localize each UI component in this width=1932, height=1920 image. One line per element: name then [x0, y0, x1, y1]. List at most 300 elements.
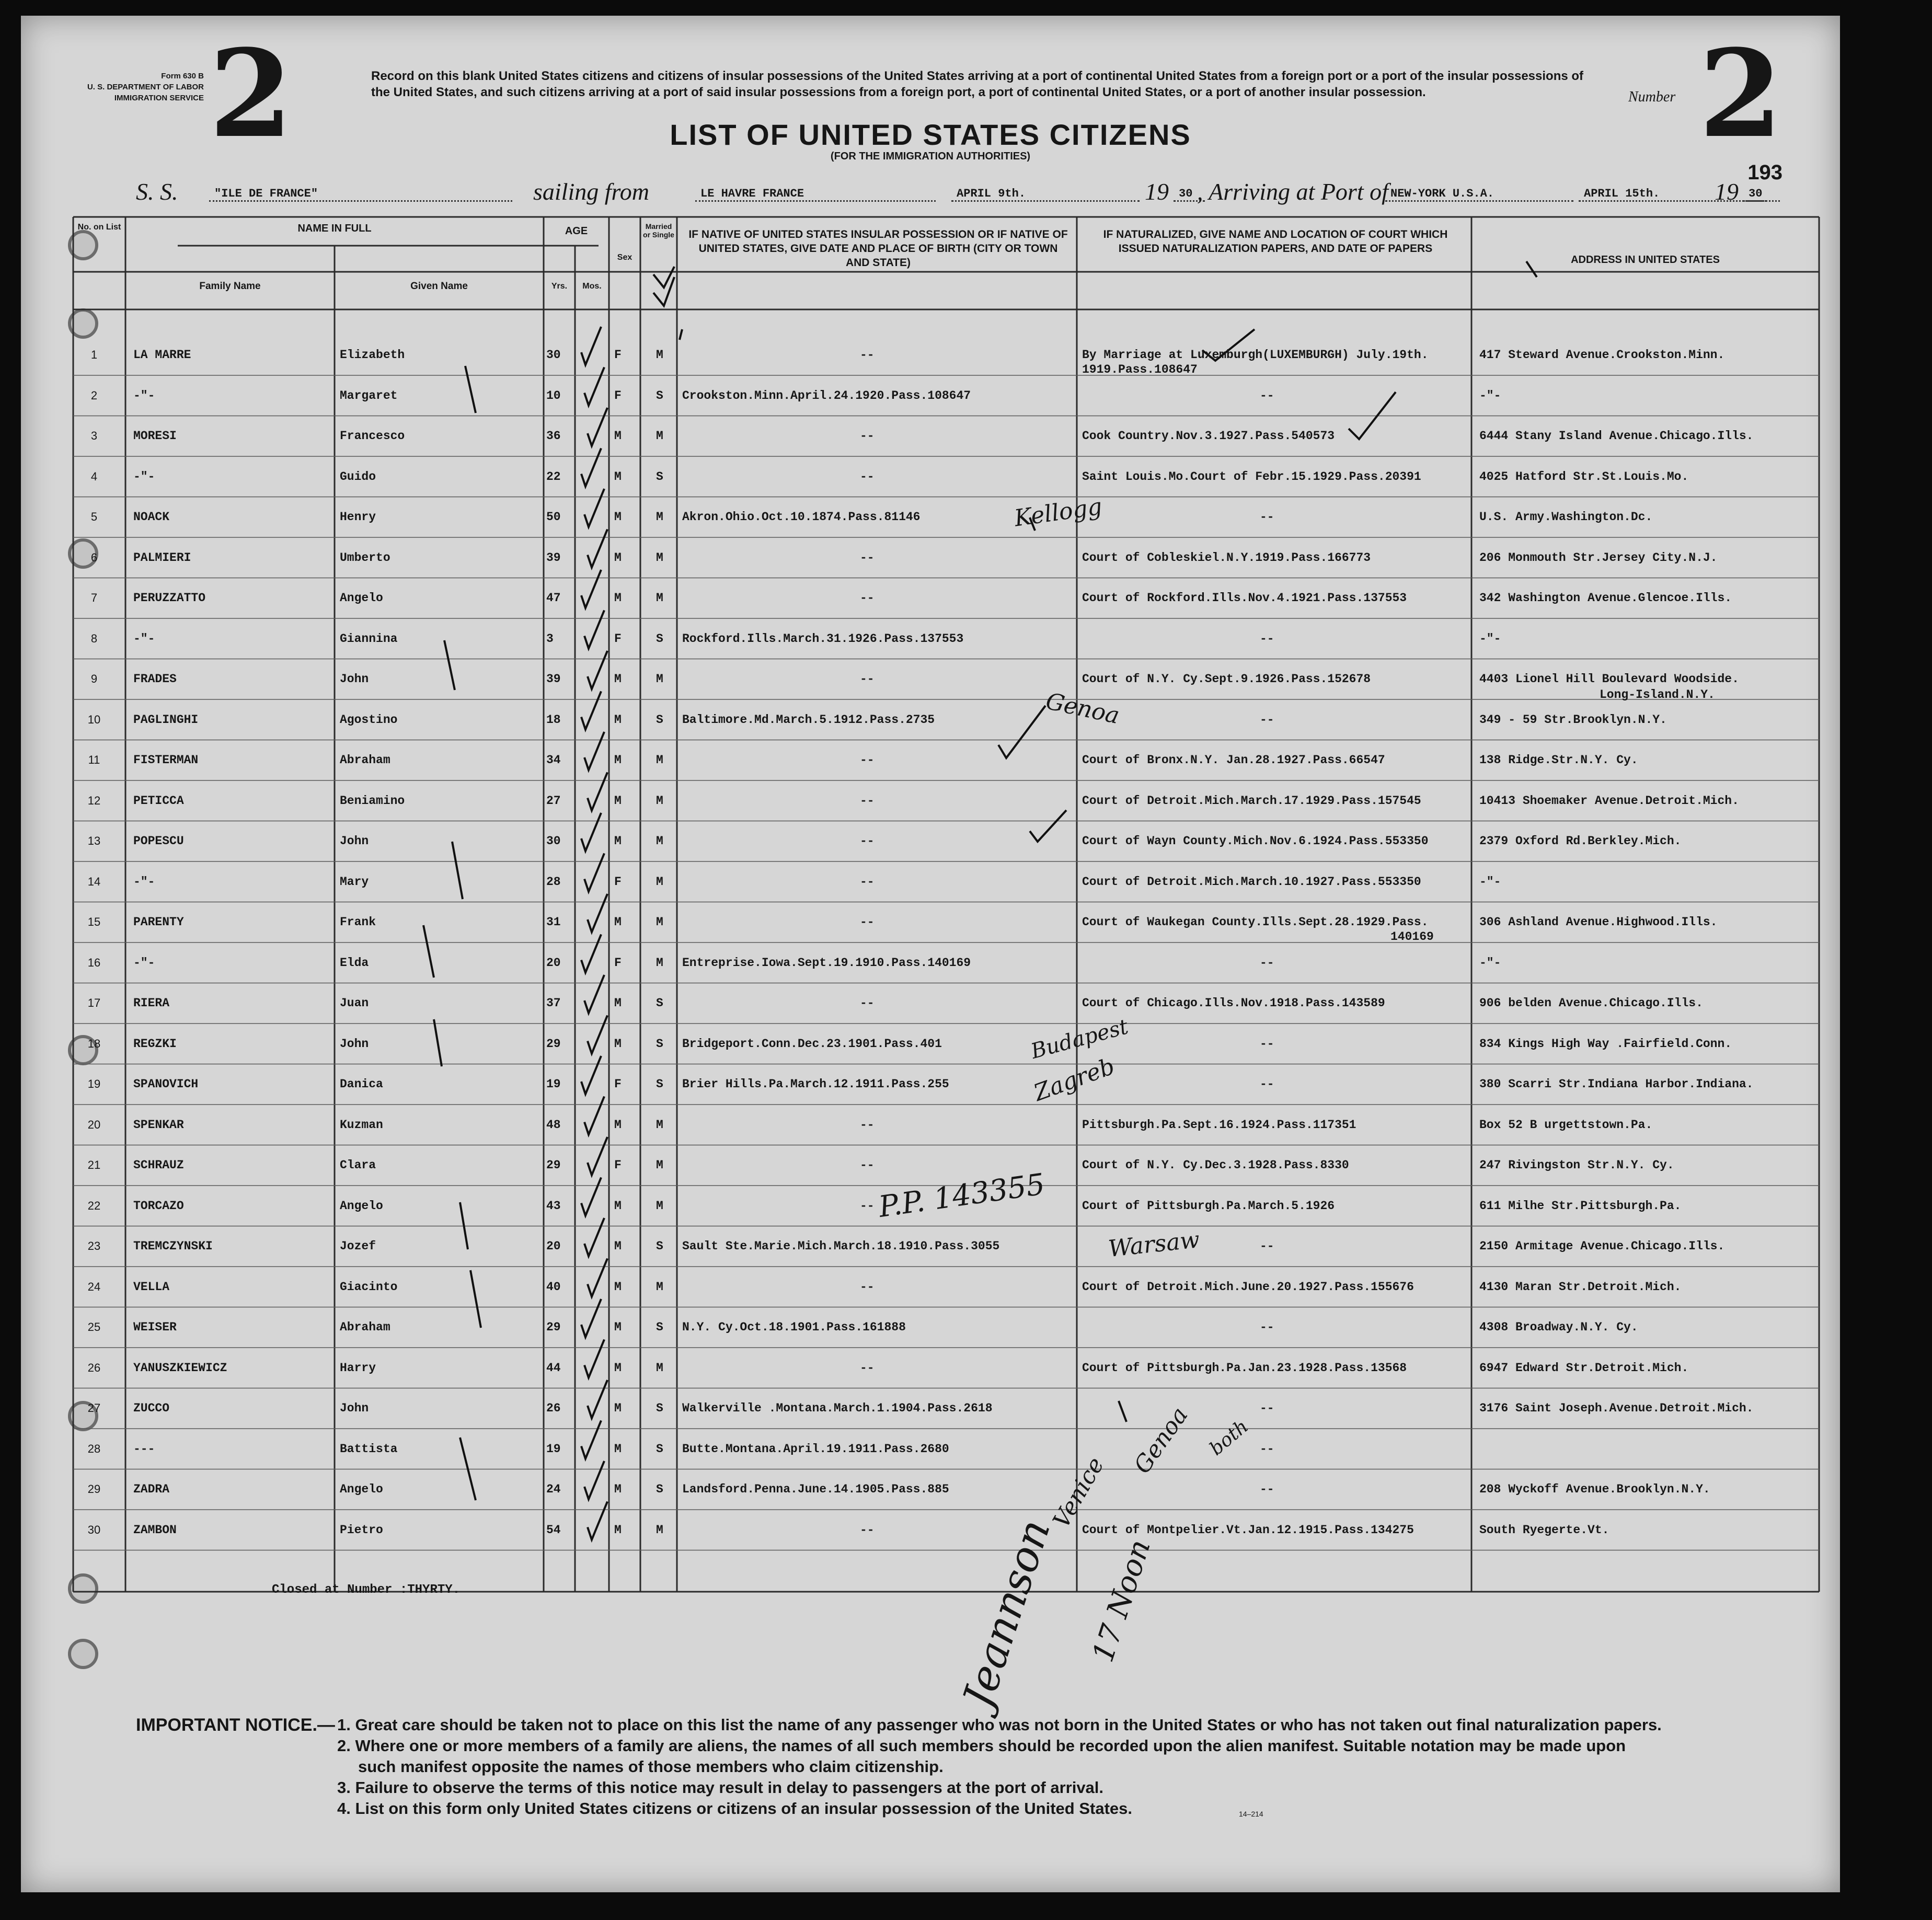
family-name: MORESI [133, 429, 177, 443]
marital-status: S [656, 712, 663, 727]
given-name: Elizabeth [340, 348, 405, 362]
family-name: -"- [133, 956, 155, 970]
age-years: 29 [546, 1320, 561, 1334]
sex: F [614, 875, 622, 889]
sex: F [614, 956, 622, 970]
age-years: 39 [546, 550, 561, 565]
header-address: ADDRESS IN UNITED STATES [1571, 254, 1720, 266]
handwriting-zagreb: Zagreb [1030, 1053, 1119, 1107]
given-name: Harry [340, 1361, 376, 1375]
birth-place: -- [860, 1361, 875, 1375]
header-age: AGE [565, 225, 588, 237]
header-name-in-full: NAME IN FULL [297, 223, 372, 234]
family-name: SPENKAR [133, 1118, 184, 1132]
naturalization: Court of Pittsburgh.Pa.Jan.23.1928.Pass.13568 [1082, 1361, 1407, 1375]
naturalization: -- [1260, 510, 1274, 524]
age-years: 54 [546, 1523, 561, 1537]
handwriting-budapest: Budapest [1028, 1015, 1131, 1064]
given-name: Angelo [340, 1199, 383, 1213]
age-years: 44 [546, 1361, 561, 1375]
address: 4025 Hatford Str.St.Louis.Mo. [1479, 469, 1689, 484]
naturalization: -- [1260, 631, 1274, 646]
given-name: Giannina [340, 631, 398, 646]
address: 349 - 59 Str.Brooklyn.N.Y. [1479, 712, 1667, 727]
birth-place: Sault Ste.Marie.Mich.March.18.1910.Pass.3055 [682, 1239, 1000, 1253]
sex: M [614, 510, 622, 524]
naturalization: Court of Montpelier.Vt.Jan.12.1915.Pass.134275 [1082, 1523, 1414, 1537]
family-name: -"- [133, 875, 155, 889]
address: 4403 Lionel Hill Boulevard Woodside. [1479, 672, 1739, 686]
form-id: Form 630 B [161, 72, 204, 81]
closed-at-line: Closed at Number :THYRTY. [272, 1583, 461, 1597]
row-number: 28 [87, 1442, 101, 1455]
naturalization: -- [1260, 1077, 1274, 1091]
check-mark [588, 530, 607, 568]
given-name: Angelo [340, 591, 383, 605]
age-years: 36 [546, 429, 561, 443]
marital-status: M [656, 1199, 663, 1213]
check-mark [584, 1340, 604, 1378]
birth-place: -- [860, 469, 875, 484]
check-mark [581, 692, 601, 730]
row-number: 19 [87, 1077, 101, 1090]
naturalization: -- [1260, 1037, 1274, 1051]
birth-place: -- [860, 550, 875, 565]
handwriting-time: 17 Noon [1086, 1535, 1158, 1666]
check-mark [588, 1259, 607, 1297]
given-name: Clara [340, 1158, 376, 1172]
naturalization: Pittsburgh.Pa.Sept.16.1924.Pass.117351 [1082, 1118, 1356, 1132]
birth-place: -- [860, 1158, 875, 1172]
address-continued: Long-Island.N.Y. [1600, 688, 1715, 702]
birth-place: -- [860, 996, 875, 1010]
marital-status: M [656, 672, 663, 686]
row-number: 14 [87, 875, 101, 888]
family-name: YANUSZKIEWICZ [133, 1361, 227, 1375]
row-number: 3 [90, 429, 98, 442]
sex: M [614, 1037, 622, 1051]
address: 2379 Oxford Rd.Berkley.Mich. [1479, 834, 1682, 848]
arrival-year: 30 [1743, 187, 1780, 202]
notice-item-1: 1. Great care should be taken not to place on this list the name of any passenger who was not born in the United States or who has not taken out final naturalization papers. [337, 1716, 1662, 1734]
birth-place: -- [860, 834, 875, 848]
address: 206 Monmouth Str.Jersey City.N.J. [1479, 550, 1718, 565]
sex: M [614, 1320, 622, 1334]
marital-status: S [656, 388, 663, 403]
given-name: Beniamino [340, 794, 405, 808]
given-name: Pietro [340, 1523, 383, 1537]
family-name: PERUZZATTO [133, 591, 206, 605]
service-name: IMMIGRATION SERVICE [114, 94, 204, 102]
check-mark [581, 570, 601, 608]
birth-place: Landsford.Penna.June.14.1905.Pass.885 [682, 1482, 949, 1496]
family-name: ZAMBON [133, 1523, 177, 1537]
arrival-date: APRIL 15th. [1579, 187, 1767, 202]
address: 208 Wyckoff Avenue.Brooklyn.N.Y. [1479, 1482, 1710, 1496]
naturalization: Court of N.Y. Cy.Sept.9.1926.Pass.152678 [1082, 672, 1371, 686]
check-mark [584, 1097, 604, 1135]
notice-item-3: 3. Failure to observe the terms of this notice may result in delay to passengers at the port of arrival. [337, 1778, 1104, 1797]
age-years: 39 [546, 672, 561, 686]
number-value: 2 [1699, 24, 1783, 165]
marital-status: M [656, 794, 663, 808]
family-name: POPESCU [133, 834, 184, 848]
row-number: 22 [87, 1199, 101, 1212]
sailing-year: 30 [1174, 187, 1205, 202]
marital-status: S [656, 1442, 663, 1456]
given-name: Angelo [340, 1482, 383, 1496]
birth-place: Entreprise.Iowa.Sept.19.1910.Pass.140169 [682, 956, 971, 970]
birth-place: -- [860, 1280, 875, 1294]
naturalization: Court of Chicago.Ills.Nov.1918.Pass.143589 [1082, 996, 1385, 1010]
address: 138 Ridge.Str.N.Y. Cy. [1479, 753, 1638, 767]
header-years: Yrs. [551, 282, 568, 291]
naturalization: -- [1260, 956, 1274, 970]
family-name: PETICCA [133, 794, 184, 808]
address: 2150 Armitage Avenue.Chicago.Ills. [1479, 1239, 1725, 1253]
family-name: -"- [133, 388, 155, 403]
row-number: 12 [87, 794, 101, 807]
family-name: --- [133, 1442, 155, 1456]
family-name: SCHRAUZ [133, 1158, 184, 1172]
naturalization: Cook Country.Nov.3.1927.Pass.540573 [1082, 429, 1335, 443]
naturalization: Court of N.Y. Cy.Dec.3.1928.Pass.8330 [1082, 1158, 1349, 1172]
marital-status: M [656, 348, 663, 362]
age-years: 48 [546, 1118, 561, 1132]
sex: M [614, 429, 622, 443]
given-name: Abraham [340, 753, 390, 767]
age-years: 43 [546, 1199, 561, 1213]
birth-place: -- [860, 753, 875, 767]
birth-place: -- [860, 875, 875, 889]
header-family-name: Family Name [199, 281, 261, 292]
row-number: 20 [87, 1118, 101, 1131]
sailing-label: sailing from [533, 178, 649, 205]
sex: M [614, 672, 622, 686]
birth-place: -- [860, 429, 875, 443]
address: 834 Kings High Way .Fairfield.Conn. [1479, 1037, 1732, 1051]
marital-status: S [656, 1320, 663, 1334]
year-prefix-2: 19 [1715, 178, 1739, 205]
sex: M [614, 1199, 622, 1213]
year-prefix-1: 19 [1145, 178, 1169, 205]
given-name: Battista [340, 1442, 398, 1456]
age-years: 10 [546, 388, 561, 403]
sex: M [614, 1442, 622, 1456]
family-name: PAGLINGHI [133, 712, 199, 727]
sex: M [614, 550, 622, 565]
address: 380 Scarri Str.Indiana Harbor.Indiana. [1479, 1077, 1754, 1091]
handwriting-signature: Jeannson [953, 1513, 1060, 1714]
sex: M [614, 1118, 622, 1132]
row-number: 24 [87, 1280, 101, 1293]
marital-status: S [656, 469, 663, 484]
sex: M [614, 753, 622, 767]
naturalization: -- [1260, 1482, 1274, 1496]
sailing-date: APRIL 9th. [951, 187, 1140, 202]
sex: M [614, 1280, 622, 1294]
header-given-name: Given Name [410, 281, 468, 292]
given-name: Agostino [340, 712, 398, 727]
age-years: 22 [546, 469, 561, 484]
sex: M [614, 996, 622, 1010]
birth-place: Butte.Montana.April.19.1911.Pass.2680 [682, 1442, 949, 1456]
family-name: TREMCZYNSKI [133, 1239, 213, 1253]
handwriting-both: both [1205, 1416, 1252, 1460]
age-years: 29 [546, 1037, 561, 1051]
marital-status: M [656, 915, 663, 929]
given-name: Giacinto [340, 1280, 398, 1294]
birth-place: Rockford.Ills.March.31.1926.Pass.137553 [682, 631, 964, 646]
number-label: Number [1628, 89, 1676, 105]
handwriting-kellogg: Kellogg [1013, 493, 1104, 532]
row-number: 7 [90, 591, 98, 604]
check-mark [584, 489, 604, 527]
row-number: 8 [90, 631, 98, 645]
check-mark [588, 651, 607, 689]
header-no-on-list: No. on List [77, 223, 121, 232]
birth-place: -- [860, 794, 875, 808]
form-code: 14–214 [1239, 1810, 1263, 1818]
row-number: 10 [87, 712, 101, 726]
naturalization: Court of Cobleskiel.N.Y.1919.Pass.166773 [1082, 550, 1371, 565]
family-name: PARENTY [133, 915, 184, 929]
birth-place: Crookston.Minn.April.24.1920.Pass.108647 [682, 388, 971, 403]
notice-item-2: 2. Where one or more members of a family are aliens, the names of all such members should be recorded upon the alien manifest. Suitable notation may be made upon [337, 1737, 1626, 1755]
age-years: 20 [546, 956, 561, 970]
departure-port: LE HAVRE FRANCE [695, 187, 936, 202]
naturalization: -- [1260, 712, 1274, 727]
row-number: 6 [90, 550, 98, 564]
given-name: John [340, 672, 369, 686]
ship-name: "ILE DE FRANCE" [209, 187, 512, 202]
age-years: 24 [546, 1482, 561, 1496]
age-years: 19 [546, 1442, 561, 1456]
family-name: PALMIERI [133, 550, 191, 565]
marital-status: M [656, 1118, 663, 1132]
header-sex: Sex [617, 253, 632, 262]
given-name: Frank [340, 915, 376, 929]
page-subtitle: (FOR THE IMMIGRATION AUTHORITIES) [830, 151, 1031, 162]
row-number: 18 [87, 1037, 101, 1050]
manifest-sheet [21, 16, 1840, 1892]
row-number: 4 [90, 469, 98, 483]
address: -"- [1479, 956, 1501, 970]
header-birth: IF NATIVE OF UNITED STATES INSULAR POSSESSION OR IF NATIVE OF UNITED STATES, GIVE DATE AND PLACE OF BIRTH (CITY OR TOWN AND STATE) [688, 228, 1068, 269]
address: 4130 Maran Str.Detroit.Mich. [1479, 1280, 1682, 1294]
family-name: RIERA [133, 996, 170, 1010]
naturalization: Court of Rockford.Ills.Nov.4.1921.Pass.137553 [1082, 591, 1407, 605]
address: 4308 Broadway.N.Y. Cy. [1479, 1320, 1638, 1334]
given-name: Danica [340, 1077, 383, 1091]
age-years: 30 [546, 834, 561, 848]
row-number: 2 [90, 388, 98, 402]
given-name: Juan [340, 996, 369, 1010]
address: Box 52 B urgettstown.Pa. [1479, 1118, 1653, 1132]
table-grid [21, 16, 1840, 1892]
birth-place: -- [860, 915, 875, 929]
address: 6947 Edward Str.Detroit.Mich. [1479, 1361, 1689, 1375]
age-years: 31 [546, 915, 561, 929]
check-mark [588, 1380, 607, 1418]
family-name: SPANOVICH [133, 1077, 199, 1091]
birth-place: Walkerville .Montana.March.1.1904.Pass.2618 [682, 1401, 993, 1415]
address: 906 belden Avenue.Chicago.Ills. [1479, 996, 1703, 1010]
check-mark [584, 732, 604, 770]
sex: M [614, 469, 622, 484]
sex: M [614, 1361, 622, 1375]
check-mark [588, 894, 607, 932]
marital-status: M [656, 1280, 663, 1294]
row-number: 23 [87, 1239, 101, 1252]
naturalization: -- [1260, 388, 1274, 403]
marital-status: M [656, 550, 663, 565]
family-name: ZADRA [133, 1482, 170, 1496]
given-name: John [340, 1037, 369, 1051]
age-years: 30 [546, 348, 561, 362]
check-mark [581, 1056, 601, 1094]
address: 3176 Saint Joseph.Avenue.Detroit.Mich. [1479, 1401, 1754, 1415]
sex: M [614, 1401, 622, 1415]
check-mark [581, 1178, 601, 1216]
given-name: Guido [340, 469, 376, 484]
address: 306 Ashland Avenue.Highwood.Ills. [1479, 915, 1718, 929]
family-name: FISTERMAN [133, 753, 199, 767]
header-married-single: Married or Single [643, 222, 674, 239]
check-mark [581, 327, 601, 365]
marital-status: S [656, 1037, 663, 1051]
row-number: 25 [87, 1320, 101, 1333]
age-years: 40 [546, 1280, 561, 1294]
marital-status: M [656, 429, 663, 443]
check-mark [588, 1016, 607, 1054]
handwriting-warsaw: Warsaw [1107, 1226, 1201, 1263]
marital-status: M [656, 591, 663, 605]
marital-status: S [656, 1077, 663, 1091]
given-name: Margaret [340, 388, 398, 403]
address: 417 Steward Avenue.Crookston.Minn. [1479, 348, 1725, 362]
naturalization: Court of Detroit.Mich.March.17.1929.Pass.157545 [1082, 794, 1421, 808]
check-mark [584, 1218, 604, 1256]
row-number: 27 [87, 1401, 101, 1415]
row-number: 15 [87, 915, 101, 928]
birth-place: -- [860, 1199, 875, 1213]
header-months: Mos. [582, 282, 602, 291]
marital-status: S [656, 631, 663, 646]
handwriting-pp-number: P.P. 143355 [877, 1167, 1047, 1224]
naturalization: Court of Detroit.Mich.June.20.1927.Pass.155676 [1082, 1280, 1414, 1294]
naturalization: -- [1260, 1442, 1274, 1456]
notice-lead: IMPORTANT NOTICE.— [136, 1715, 335, 1735]
naturalization: Saint Louis.Mo.Court of Febr.15.1929.Pass.20391 [1082, 469, 1421, 484]
marital-status: S [656, 1239, 663, 1253]
age-years: 28 [546, 875, 561, 889]
marital-status: M [656, 834, 663, 848]
naturalization: Court of Bronx.N.Y. Jan.28.1927.Pass.66547 [1082, 753, 1385, 767]
page-number: 193 [1747, 161, 1782, 184]
sex: M [614, 1239, 622, 1253]
naturalization-continued: 140169 [1390, 930, 1434, 944]
naturalization: Court of Pittsburgh.Pa.March.5.1926 [1082, 1199, 1335, 1213]
naturalization: -- [1260, 1401, 1274, 1415]
given-name: John [340, 834, 369, 848]
row-number: 11 [88, 753, 100, 766]
family-name: -"- [133, 631, 155, 646]
birth-place: -- [860, 1523, 875, 1537]
check-mark [588, 1502, 607, 1540]
marital-status: M [656, 956, 663, 970]
sex: M [614, 1523, 622, 1537]
sex: M [614, 794, 622, 808]
arrival-port: NEW-YORK U.S.A. [1385, 187, 1573, 202]
age-years: 26 [546, 1401, 561, 1415]
family-name: VELLA [133, 1280, 170, 1294]
marital-status: M [656, 875, 663, 889]
family-name: WEISER [133, 1320, 177, 1334]
big-list-number: 2 [209, 24, 293, 165]
naturalization: Court of Detroit.Mich.March.10.1927.Pass.553350 [1082, 875, 1421, 889]
address: 6444 Stany Island Avenue.Chicago.Ills. [1479, 429, 1754, 443]
birth-place: -- [860, 672, 875, 686]
row-number: 21 [87, 1158, 101, 1171]
family-name: ZUCCO [133, 1401, 170, 1415]
naturalization: Court of Wayn County.Mich.Nov.6.1924.Pass.553350 [1082, 834, 1429, 848]
check-mark [584, 367, 604, 406]
family-name: FRADES [133, 672, 177, 686]
check-mark [584, 1461, 604, 1499]
department-name: U. S. DEPARTMENT OF LABOR [87, 83, 204, 91]
age-years: 34 [546, 753, 561, 767]
naturalization-continued: 1919.Pass.108647 [1082, 363, 1198, 376]
marital-status: S [656, 1482, 663, 1496]
age-years: 29 [546, 1158, 561, 1172]
sex: F [614, 1158, 622, 1172]
row-number: 29 [87, 1482, 101, 1496]
age-years: 37 [546, 996, 561, 1010]
naturalization: By Marriage at Luxemburgh(LUXEMBURGH) July.19th. [1082, 348, 1429, 362]
address: -"- [1479, 388, 1501, 403]
header-naturalization: IF NATURALIZED, GIVE NAME AND LOCATION OF COURT WHICH ISSUED NATURALIZATION PAPERS, AND DATE OF PAPERS [1103, 228, 1448, 255]
ss-label: S. S. [136, 178, 178, 205]
family-name: NOACK [133, 510, 170, 524]
given-name: Umberto [340, 550, 390, 565]
marital-status: S [656, 1401, 663, 1415]
naturalization: -- [1260, 1239, 1274, 1253]
birth-place: -- [860, 591, 875, 605]
check-mark [584, 611, 604, 649]
family-name: -"- [133, 469, 155, 484]
sex: F [614, 388, 622, 403]
age-years: 20 [546, 1239, 561, 1253]
given-name: Abraham [340, 1320, 390, 1334]
given-name: Francesco [340, 429, 405, 443]
address: 342 Washington Avenue.Glencoe.Ills. [1479, 591, 1732, 605]
row-number: 9 [90, 672, 98, 685]
sex: F [614, 348, 622, 362]
check-mark [584, 854, 604, 892]
birth-place: Akron.Ohio.Oct.10.1874.Pass.81146 [682, 510, 921, 524]
check-mark [584, 975, 604, 1013]
birth-place: Brier Hills.Pa.March.12.1911.Pass.255 [682, 1077, 949, 1091]
birth-place: Bridgeport.Conn.Dec.23.1901.Pass.401 [682, 1037, 942, 1051]
marital-status: M [656, 1158, 663, 1172]
marital-status: M [656, 1523, 663, 1537]
age-years: 18 [546, 712, 561, 727]
row-number: 5 [90, 510, 98, 523]
handwriting-genoa-2: Genoa [1129, 1402, 1193, 1479]
address: 247 Rivingston Str.N.Y. Cy. [1479, 1158, 1674, 1172]
family-name: REGZKI [133, 1037, 177, 1051]
